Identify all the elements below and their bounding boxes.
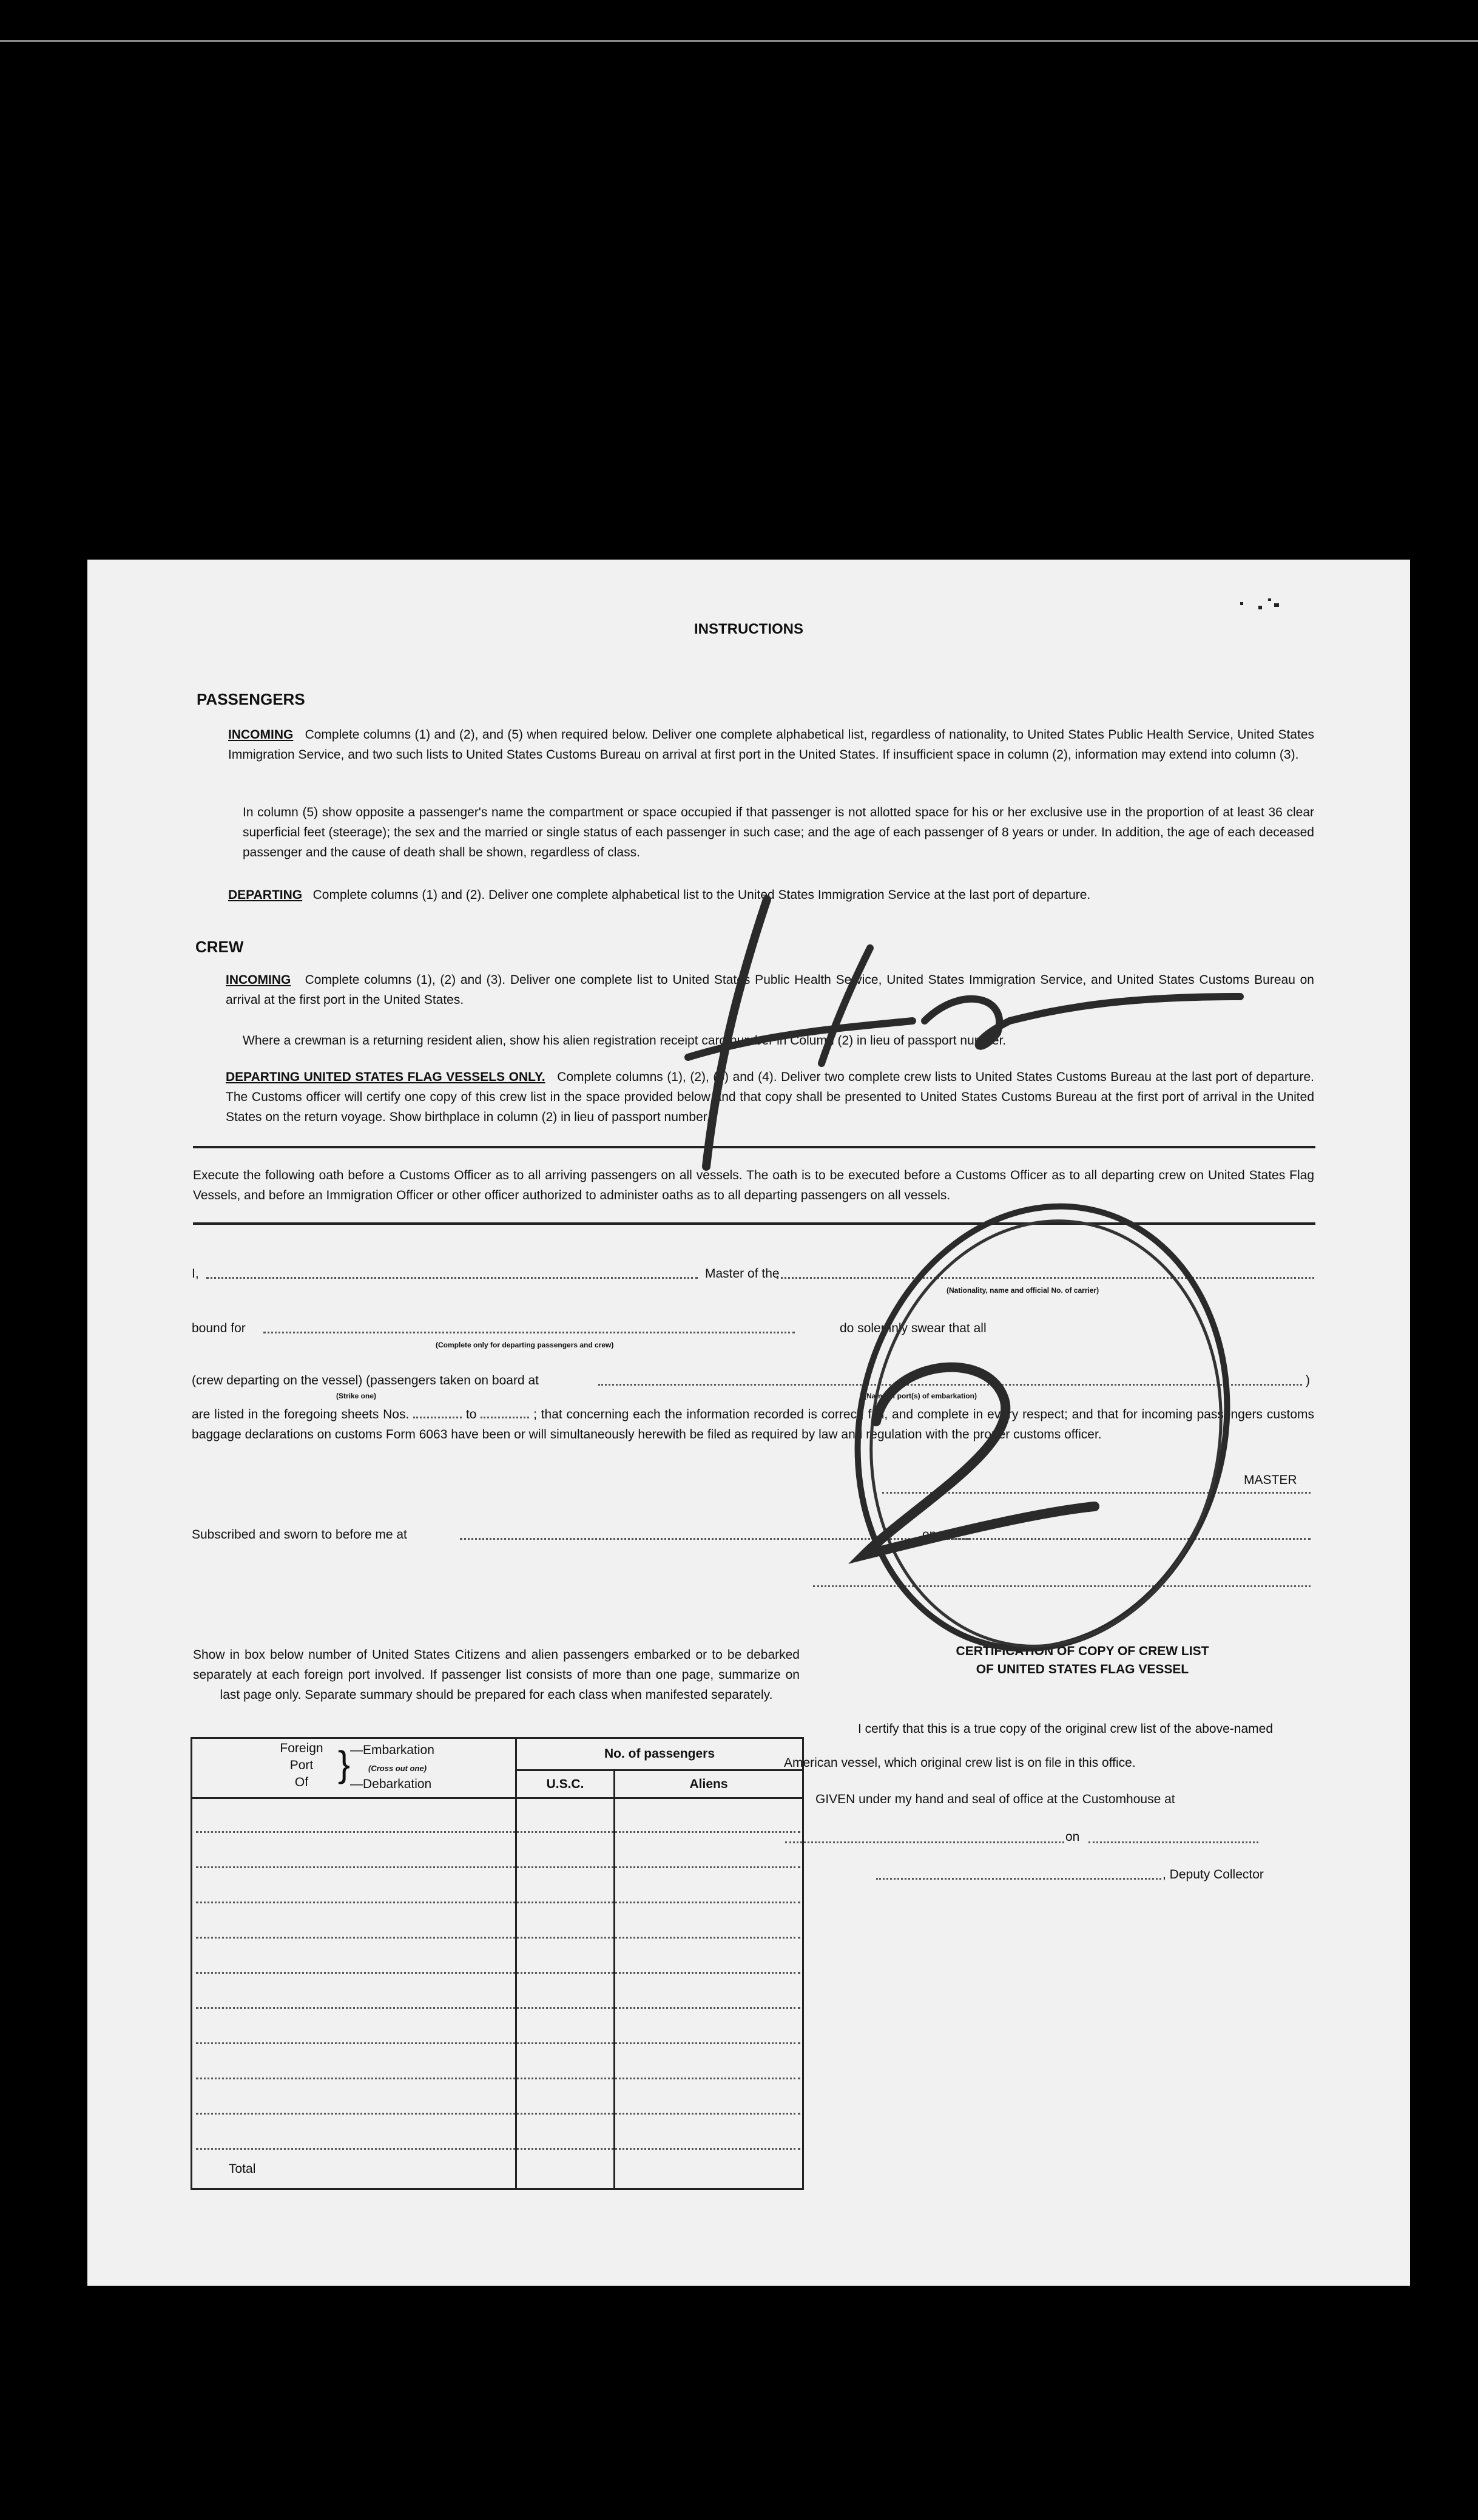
cross-out-note: (Cross out one) [368, 1764, 427, 1773]
crew-incoming-para [226, 970, 1314, 1010]
table-row-line [196, 1937, 800, 1939]
foregoing-sheets-label: are listed in the foregoing sheets Nos. [192, 1407, 410, 1421]
carrier-field[interactable] [777, 1277, 1314, 1279]
table-row-line [196, 1902, 800, 1903]
passengers-incoming-para [228, 725, 1314, 765]
table-col-divider-1 [515, 1739, 517, 2188]
table-row-line [196, 2113, 800, 2115]
port-label: Port [289, 1758, 314, 1772]
embarkation-port-field[interactable] [598, 1384, 1302, 1386]
summary-instruction: Show in box below number of United States Citizens and alien passengers embarked or to be debarked separately at each foreign port involved. If passenger list consists of more than one page, summarize on last page only. Separate summary should be prepared for each class when manifested separately. [193, 1648, 800, 1702]
close-paren: ) [1306, 1373, 1310, 1387]
sheet-to-field[interactable] [481, 1417, 529, 1418]
certification-on-label: on [1065, 1830, 1080, 1844]
aliens-label: Aliens [689, 1777, 728, 1791]
certification-title [870, 1642, 1295, 1679]
table-row-line [196, 1972, 800, 1974]
passengers-departing-para [228, 885, 1314, 905]
foreign-label: Foreign [280, 1741, 323, 1755]
foregoing-text: ; that concerning each the information recorded is correct, full, and complete in every respect; and that for incoming passengers customs baggage declarations on customs Form 6063 have been or will simultaneously herewith be filed as required by law and regulation with the proper customs officer. [192, 1407, 1315, 1441]
form-page [87, 560, 1410, 2286]
given-line: GIVEN under my hand and seal of office at the Customhouse at [815, 1792, 1175, 1806]
customhouse-field[interactable] [785, 1841, 1064, 1843]
master-label: MASTER [1244, 1473, 1297, 1487]
subscribed-label: Subscribed and sworn to before me at [192, 1528, 407, 1542]
passengers-incoming-label: INCOMING [228, 728, 294, 742]
table-row-line [196, 2148, 800, 2150]
of-label: Of [294, 1775, 309, 1789]
passenger-summary-table [191, 1737, 804, 2190]
crew-departing-label: DEPARTING UNITED STATES FLAG VESSELS ONLY. [226, 1070, 545, 1084]
crew-departing-label: (crew departing on the vessel) (passengers taken on board at [192, 1373, 539, 1387]
debarkation-label: —Debarkation [350, 1777, 432, 1791]
speck-marks [1240, 597, 1277, 615]
usc-label: U.S.C. [546, 1777, 584, 1791]
crew-departing-para [226, 1067, 1314, 1127]
sheet-from-field[interactable] [413, 1417, 462, 1418]
passengers-departing-label: DEPARTING [228, 888, 303, 902]
table-row-line [196, 1866, 800, 1868]
passengers-column5-text: In column (5) show opposite a passenger's name the compartment or space occupied if that passenger is not allotted space for his or her exclusive use in the proportion of at least 36 clear superficial feet (steerage); the sex and the married or single status of each passenger in such case; and the age of each passenger of 8 years or under. In addition, the age of each deceased passenger and the cause of death shall be shown, regardless of class. [243, 805, 1314, 859]
master-signature-field[interactable] [882, 1492, 1311, 1494]
table-row-line [196, 2078, 800, 2079]
certify-line2: American vessel, which original crew list is on file in this office. [784, 1756, 1136, 1770]
crew-incoming-label: INCOMING [226, 973, 291, 987]
passengers-column5-para [243, 802, 1314, 862]
certification-title-line2: OF UNITED STATES FLAG VESSEL [976, 1662, 1189, 1676]
certify-line1: I certify that this is a true copy of the original crew list of the above-named [858, 1722, 1273, 1736]
crew-departing-text: Complete columns (1), (2), (3) and (4). Deliver two complete crew lists to United States Customs Bureau at the last port of departure. The Customs officer will certify one copy of this crew list in the space provided below and that copy shall be presented to United States Customs Bureau at the first port of arrival in the United States on the return voyage. Show birthplace in column (2) in lieu of passport number. [226, 1070, 1314, 1124]
oath-divider-bottom [193, 1222, 1315, 1225]
crew-incoming-text: Complete columns (1), (2) and (3). Deliver one complete list to United States Public Health Service, United States Immigration Service, and United States Customs Bureau on arrival at the first port in the United States. [226, 973, 1314, 1007]
instructions-title: INSTRUCTIONS [694, 621, 803, 637]
certification-title-line1: CERTIFICATION OF COPY OF CREW LIST [956, 1644, 1209, 1658]
bound-note: (Complete only for departing passengers and crew) [436, 1341, 614, 1349]
swear-label: do solemnly swear that all [840, 1321, 987, 1335]
passengers-incoming-text: Complete columns (1) and (2), and (5) when required below. Deliver one complete alphabetical list, regardless of nationality, to United States Public Health Service, United States Immigration Service, and two such lists to United States Customs Bureau on arrival at first port in the United States. If insufficient space in column (2), information may extend into column (3). [228, 728, 1314, 762]
no-of-passengers-label: No. of passengers [604, 1747, 715, 1761]
deputy-signature-field[interactable] [876, 1878, 1161, 1880]
oath-divider-top [193, 1146, 1315, 1148]
foregoing-to-label: to [465, 1407, 477, 1421]
master-of-label: Master of the [705, 1267, 780, 1281]
officer-signature-field[interactable] [813, 1585, 1311, 1587]
bound-for-label: bound for [192, 1321, 246, 1335]
total-label: Total [229, 2162, 256, 2176]
oath-i-label: I, [192, 1267, 199, 1281]
brace-icon: } [338, 1744, 351, 1784]
crew-resident-para [243, 1031, 1314, 1051]
passengers-departing-text: Complete columns (1) and (2). Deliver one complete alphabetical list to the United States Immigration Service at the last port of departure. [312, 888, 1091, 902]
strike-note: (Strike one) [336, 1392, 377, 1400]
certification-date-field[interactable] [1088, 1841, 1258, 1843]
embarkation-label: —Embarkation [350, 1743, 434, 1757]
foreign-port-of-label [265, 1740, 338, 1791]
master-name-field[interactable] [206, 1277, 698, 1279]
deputy-collector-label: , Deputy Collector [1162, 1868, 1264, 1882]
subscribed-on-label: on [922, 1528, 937, 1542]
oath-instruction: Execute the following oath before a Customs Officer as to all arriving passengers on all vessels. The oath is to be executed before a Customs Officer as to all departing crew on United States Flag Vessels, and before an Immigration Officer or other officer authorized to administer oaths as to all departing passengers on all vessels. [193, 1168, 1314, 1202]
film-edge-rule [0, 40, 1478, 42]
bound-for-field[interactable] [263, 1332, 795, 1333]
subscribed-date-field[interactable] [943, 1538, 1311, 1540]
table-row-line [196, 2007, 800, 2009]
crew-resident-text: Where a crewman is a returning resident alien, show his alien registration receipt card number in Column (2) in lieu of passport number. [243, 1034, 1007, 1048]
port-note: (Name of port(s) of embarkation) [864, 1392, 977, 1400]
crew-heading: CREW [195, 938, 244, 956]
table-row-line [196, 1831, 800, 1833]
table-row-line [196, 2042, 800, 2044]
foregoing-para [192, 1404, 1314, 1445]
passengers-heading: PASSENGERS [197, 690, 305, 708]
table-header-bottom [192, 1797, 802, 1799]
subscribed-place-field[interactable] [460, 1538, 970, 1540]
nationality-note: (Nationality, name and official No. of carrier) [947, 1286, 1099, 1295]
table-col-divider-2 [613, 1770, 615, 2188]
table-header-split [515, 1769, 802, 1771]
